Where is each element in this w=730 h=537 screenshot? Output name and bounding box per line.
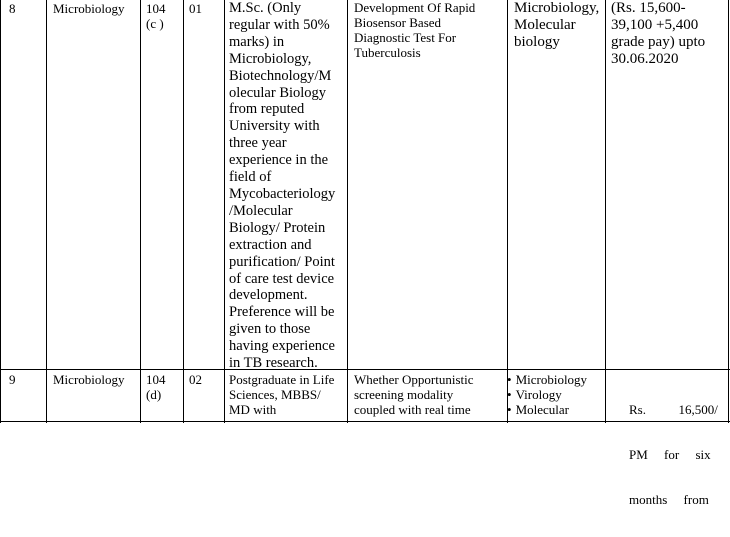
subject-area (507, 372, 604, 417)
serial-number: 8 (9, 1, 16, 16)
list-item: • Microbiology (507, 372, 604, 387)
department-name: Microbiology (53, 372, 125, 387)
salary: (Rs. 15,600- 39,100 +5,400 grade pay) upto 30.06.2020 (611, 0, 706, 67)
serial-number: 9 (9, 372, 16, 387)
list-item: • Virology (507, 387, 604, 402)
list-item: • Molecular (507, 402, 604, 417)
number-of-posts: 02 (189, 372, 202, 387)
qualification: M.Sc. (Only regular with 50% marks) in Microbiology, Biotechnology/M olecular Biology from reputed University with three year experience in the field of Mycobacteriology /Molecular Biology/ Protein extraction and purification/ Point of care test device development. Preference will be given to those having experience in TB research. (229, 0, 336, 372)
post-code: 104 (c ) (146, 1, 166, 31)
project-title: Whether Opportunistic screening modality coupled with real time (354, 372, 474, 417)
project-title: Development Of Rapid Biosensor Based Diagnostic Test For Tuberculosis (354, 0, 476, 60)
subject-area: Microbiology, Molecular biology (514, 0, 600, 50)
subject-list (507, 372, 604, 417)
post-code: 104 (d) (146, 372, 166, 402)
salary: Rs. 16,500/ PM for six months from (629, 402, 718, 507)
qualification: Postgraduate in Life Sciences, MBBS/ MD with (229, 372, 335, 417)
number-of-posts: 01 (189, 1, 202, 16)
department-name: Microbiology (53, 1, 125, 16)
